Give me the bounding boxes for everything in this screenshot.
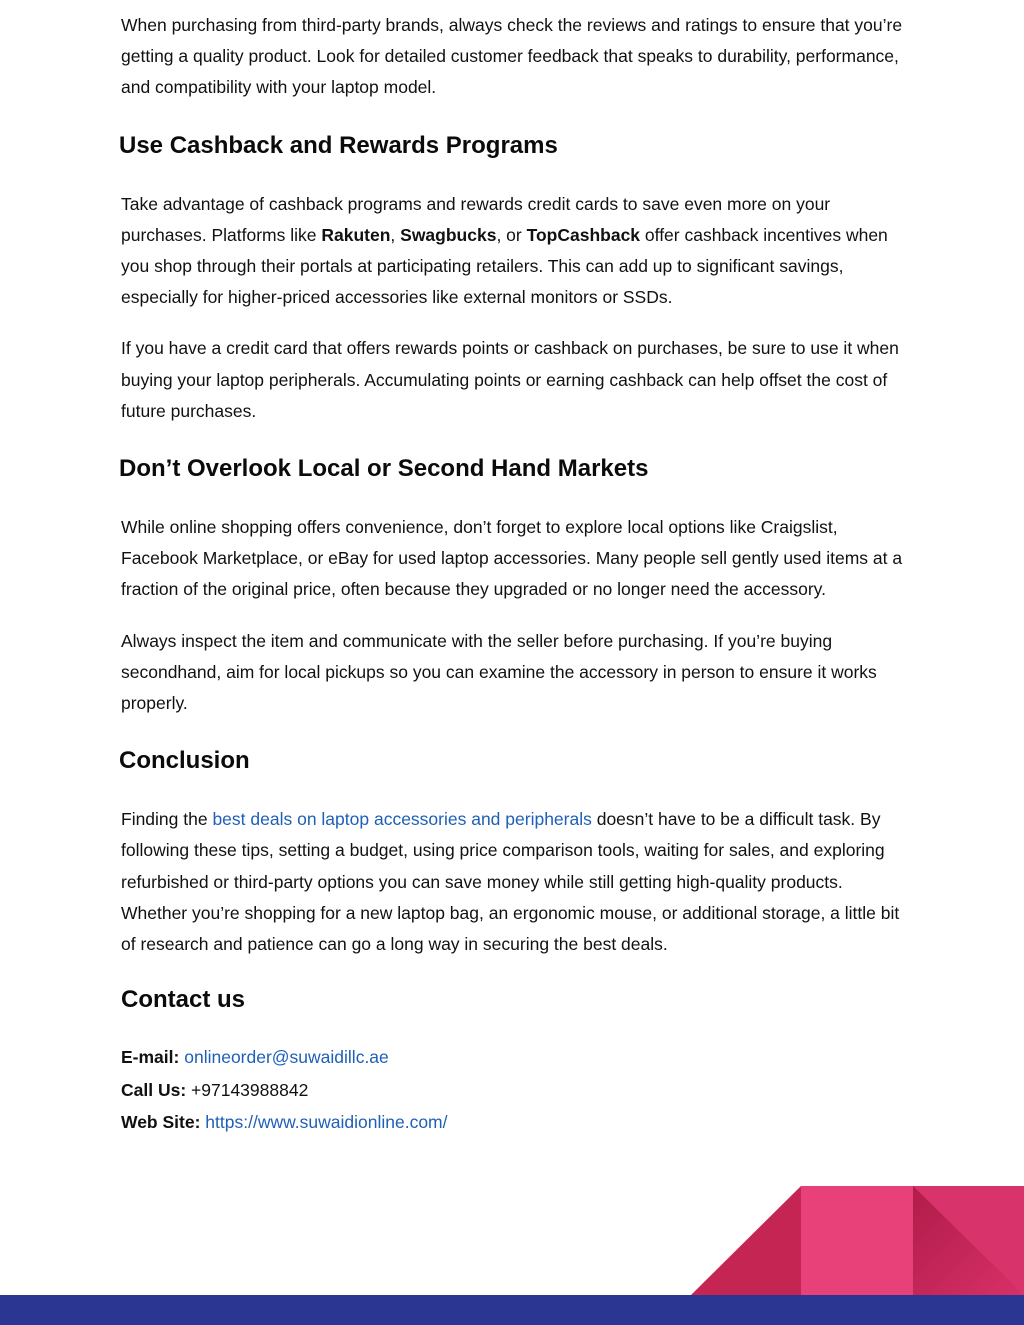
local-markets-heading: Don’t Overlook Local or Second Hand Markets: [119, 455, 649, 483]
website-link[interactable]: https://www.suwaidionline.com/: [205, 1112, 448, 1133]
best-deals-link[interactable]: best deals on laptop accessories and peripherals: [212, 809, 592, 830]
cashback-paragraph-2: If you have a credit card that offers rewards points or cashback on purchases, be sure to use it when buying your laptop peripherals. Accumulating points or earning cashback can help offset the cost of future purchases.: [121, 338, 899, 421]
contact-heading: Contact us: [121, 986, 246, 1014]
phone-number: +97143988842: [191, 1079, 309, 1100]
cashback-heading: Use Cashback and Rewards Programs: [119, 131, 558, 159]
conclusion-text-start: Finding the: [121, 809, 213, 830]
brand-rakuten: Rakuten: [321, 224, 391, 245]
local-paragraph-1: While online shopping offers convenience, don’t forget to explore local options like Craigslist, Facebook Marketplace, or eBay for used laptop accessories. Many people sell gently used items at a fraction of the original price, often because they upgraded or no longer need the accessory.: [121, 517, 903, 600]
email-label: E-mail:: [121, 1047, 180, 1068]
pink-panel-shape: [801, 1186, 914, 1295]
phone-label: Call Us:: [121, 1079, 187, 1100]
cashback-text-start: Take advantage of cashback programs and rewards credit cards to save even more on your purchases. Platforms like: [121, 193, 831, 245]
brand-topcashback: TopCashback: [526, 224, 641, 245]
brand-swagbucks: Swagbucks: [400, 224, 497, 245]
intro-paragraph: When purchasing from third-party brands, always check the reviews and ratings to ensure that you’re getting a quality product. Look for detailed customer feedback that speaks to durability, performance, and compatibility with your laptop model.: [121, 15, 903, 98]
separator: , or: [496, 224, 527, 245]
conclusion-text-end: doesn’t have to be a difficult task. By following these tips, setting a budget, using price comparison tools, waiting for sales, and exploring refurbished or third-party options you can save money while still getting high-quality products. Whether you’re shopping for a new laptop bag, an ergonomic mouse, or additional storage, a little bit of research and patience can go a long way in securing the best deals.: [121, 809, 900, 955]
crimson-triangle-shape: [691, 1186, 801, 1295]
footer-band: [0, 1295, 1024, 1325]
web-label: Web Site:: [121, 1112, 201, 1133]
cashback-text-end: offer cashback incentives when you shop through their portals at participating retailers. This can add up to significant savings, especially for higher-priced accessories like external monitors or SSDs.: [121, 224, 888, 308]
conclusion-heading: Conclusion: [119, 747, 250, 775]
email-link[interactable]: onlineorder@suwaidillc.ae: [184, 1047, 389, 1068]
local-paragraph-2: Always inspect the item and communicate with the seller before purchasing. If you’re buying secondhand, aim for local pickups so you can examine the accessory in person to ensure it works properly.: [121, 630, 877, 714]
separator: ,: [390, 224, 401, 245]
